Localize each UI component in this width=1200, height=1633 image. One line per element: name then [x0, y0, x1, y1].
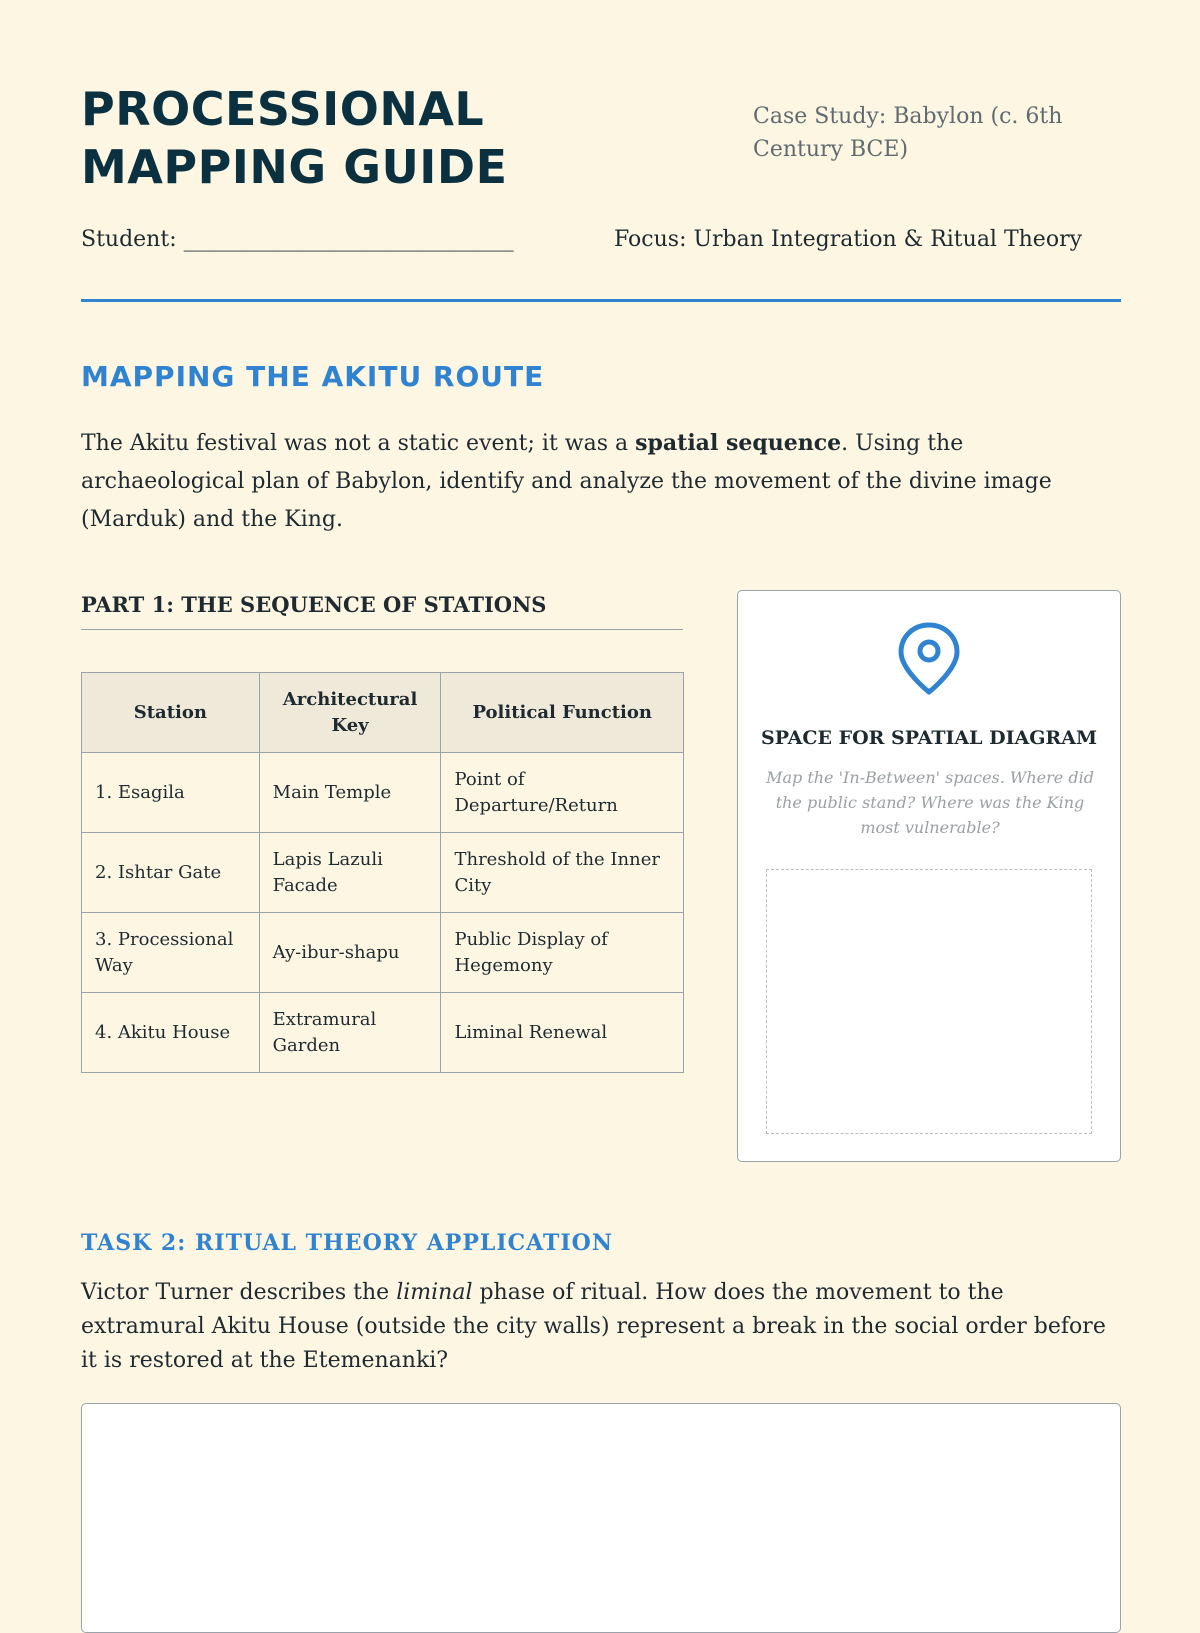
- worksheet-page: [81, 0, 1121, 1600]
- table-header-row: [82, 673, 684, 753]
- architectural-key-cell: Ay-ibur-shapu: [259, 913, 441, 993]
- political-function-cell: Public Display of Hegemony: [441, 913, 684, 993]
- table-row: [82, 833, 684, 913]
- column-header-architectural-key: Architectural Key: [259, 673, 441, 753]
- task2-prompt-start: Victor Turner describes the: [81, 1280, 397, 1305]
- section-heading: MAPPING THE AKITU ROUTE: [81, 360, 545, 393]
- table-row: [82, 913, 684, 993]
- political-function-cell: Liminal Renewal: [441, 993, 684, 1073]
- header-divider: [81, 299, 1121, 302]
- task2-prompt-emphasis: liminal: [396, 1280, 473, 1305]
- intro-text-end: . Using the archaeological plan of Babylon, identify and analyze the movement of the divine image (Marduk) and the King.: [81, 431, 1052, 532]
- page-title: PROCESSIONAL MAPPING GUIDE: [81, 82, 508, 194]
- political-function-cell: Point of Departure/Return: [441, 753, 684, 833]
- column-header-station: Station: [82, 673, 260, 753]
- station-cell: 3. Processional Way: [82, 913, 260, 993]
- station-cell: 1. Esagila: [82, 753, 260, 833]
- map-pin-icon: [896, 621, 962, 697]
- case-study-subtitle: Case Study: Babylon (c. 6th Century BCE): [753, 104, 1063, 162]
- part1-heading: PART 1: THE SEQUENCE OF STATIONS: [81, 592, 683, 630]
- focus-line: Focus: Urban Integration & Ritual Theory: [614, 227, 1083, 252]
- architectural-key-cell: Lapis Lazuli Facade: [259, 833, 441, 913]
- intro-text-start: The Akitu festival was not a static event; it was a: [81, 431, 636, 456]
- political-function-cell: Threshold of the Inner City: [441, 833, 684, 913]
- spatial-diagram-card: [737, 590, 1121, 1162]
- student-name-line: [81, 227, 514, 252]
- intro-paragraph: [81, 424, 1121, 539]
- student-label: Student:: [81, 227, 177, 252]
- table-row: [82, 993, 684, 1073]
- diagram-drawing-area[interactable]: [766, 869, 1092, 1134]
- architectural-key-cell: Extramural Garden: [259, 993, 441, 1073]
- task2-answer-box[interactable]: [81, 1403, 1121, 1633]
- architectural-key-cell: Main Temple: [259, 753, 441, 833]
- table-row: [82, 753, 684, 833]
- student-name-blank[interactable]: ______________________________: [183, 227, 514, 252]
- intro-emphasis: spatial sequence: [635, 430, 842, 456]
- task2-prompt: [81, 1276, 1121, 1378]
- station-cell: 4. Akitu House: [82, 993, 260, 1073]
- task2-heading: TASK 2: RITUAL THEORY APPLICATION: [81, 1230, 613, 1256]
- station-cell: 2. Ishtar Gate: [82, 833, 260, 913]
- column-header-political-function: Political Function: [441, 673, 684, 753]
- diagram-title: SPACE FOR SPATIAL DIAGRAM: [761, 727, 1097, 749]
- stations-table: [81, 672, 684, 1073]
- task2-prompt-end: phase of ritual. How does the movement to the extramural Akitu House (outside the city walls) represent a break in the social order before it is restored at the Etemenanki?: [81, 1280, 1106, 1373]
- diagram-hint: Map the 'In-Between' spaces. Where did the public stand? Where was the King most vulnerable?: [766, 768, 1094, 837]
